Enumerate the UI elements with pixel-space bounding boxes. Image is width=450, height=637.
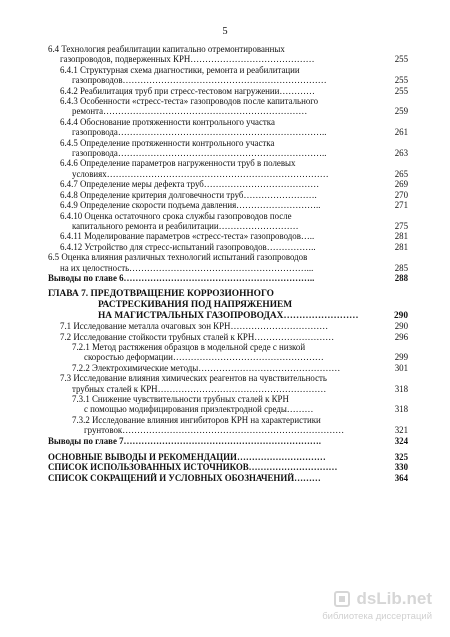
toc-entry-text: 6.4.3 Особенности «стресс-теста» газопроводов после капитального	[60, 96, 319, 107]
toc-entry-text: 7.2.1 Метод растяжения образцов в модельной среде с низкой	[72, 341, 306, 352]
toc-page-number: 255	[394, 75, 408, 86]
toc-entry-text: трубных сталей к КРН…………………………………………………	[72, 383, 327, 394]
toc-entry-text: на их целостность……………………………………………………...	[60, 262, 314, 273]
toc-page-number: 265	[394, 168, 408, 179]
toc-page-number: 290	[393, 310, 408, 321]
toc-entry-text: 7.3.1 Снижение чувствительности трубных сталей к КРН	[72, 393, 289, 404]
page-number: 5	[222, 26, 228, 37]
toc-page-number: 255	[394, 54, 408, 65]
toc-entry-text: газопровода……………………………………………………………..	[72, 148, 327, 159]
toc-entry-7-3	[48, 373, 408, 394]
chapter-title-line: РАСТРЕСКИВАНИЯ ПОД НАПРЯЖЕНИЕМ	[98, 299, 293, 310]
toc-entry-6-4-7	[48, 179, 408, 189]
toc-chapter-7	[48, 289, 408, 321]
toc-entry-conclusions-7	[48, 436, 408, 446]
toc-entry-text: 6.4.2 Реабилитация труб при стресс-тестовом нагружении…………	[60, 85, 315, 96]
toc-entry-6-4-3	[48, 96, 408, 117]
toc-entry-text: Выводы по главе 7………………………………………………………….	[48, 435, 322, 446]
toc-entry-text: ремонта……………………………………………………………	[72, 106, 308, 117]
toc-entry-references	[48, 462, 408, 472]
toc-entry-6-5	[48, 252, 408, 273]
toc-entry-text: 6.4.8 Определение критерия долговечности труб…………………….	[60, 189, 317, 200]
toc-entry-text: газопроводов……………………………………………………………	[72, 75, 327, 86]
toc-page-number: 296	[394, 331, 408, 342]
toc-entry-text: 6.4.5 Определение протяженности контрольного участка	[60, 137, 275, 148]
toc-entry-6-4-11	[48, 231, 408, 241]
toc-entry-text: 6.4.6 Определение параметров нагруженности труб в полевых	[60, 158, 296, 169]
toc-entry-text: 6.4.9 Определение скорости подъема давления………………………..	[60, 200, 321, 211]
toc-entry-7-2-2	[48, 363, 408, 373]
watermark-caption: библиотека диссертаций	[322, 611, 432, 622]
toc-entry-6-4-1	[48, 65, 408, 86]
toc-entry-text: 6.5 Оценка влияния различных технологий испытаний газопроводов	[48, 252, 308, 263]
toc-page-number: 269	[394, 179, 408, 190]
table-of-contents	[48, 44, 408, 483]
toc-entry-6-4-10	[48, 211, 408, 232]
watermark-logo	[334, 589, 432, 609]
chapter-title-line: ГЛАВА 7. ПРЕДОТВРАЩЕНИЕ КОРРОЗИОННОГО	[48, 289, 274, 300]
toc-page-number: 271	[394, 200, 408, 211]
toc-page-number: 364	[394, 472, 408, 483]
toc-page-number: 324	[394, 435, 408, 446]
toc-entry-7-3-1	[48, 394, 408, 415]
toc-entry-text: ОСНОВНЫЕ ВЫВОДЫ И РЕКОМЕНДАЦИИ…………………………	[48, 452, 326, 462]
toc-entry-text: 6.4.10 Оценка остаточного срока службы газопроводов после	[60, 210, 292, 221]
toc-entry-text: 6.4.7 Определение меры дефекта труб…………………………………	[60, 179, 320, 190]
toc-entry-conclusions-6	[48, 273, 408, 283]
toc-page-number: 290	[394, 321, 408, 332]
logo-icon	[334, 591, 350, 607]
toc-entry-6-4-4	[48, 117, 408, 138]
toc-entry-text: грунтовок…………………………………………………………………	[84, 425, 345, 436]
toc-page-number: 285	[394, 262, 408, 273]
toc-entry-6-4	[48, 44, 408, 65]
toc-entry-6-4-6	[48, 158, 408, 179]
toc-entry-6-4-12	[48, 242, 408, 252]
toc-entry-text: Выводы по главе 6………………………………………………………..	[48, 272, 315, 283]
toc-page-number: 325	[394, 452, 408, 462]
toc-page-number: 261	[394, 127, 408, 138]
toc-entry-abbreviations	[48, 473, 408, 483]
toc-entry-7-3-2	[48, 415, 408, 436]
toc-page-number: 259	[394, 106, 408, 117]
toc-entry-7-1	[48, 321, 408, 331]
toc-page-number: 255	[394, 85, 408, 96]
toc-page-number: 281	[394, 241, 408, 252]
toc-page-number: 318	[394, 383, 408, 394]
toc-entry-text: 7.3 Исследование влияния химических реагентов на чувствительность	[60, 373, 327, 384]
toc-entry-text: газопровода……………………………………………………………..	[72, 127, 327, 138]
toc-entry-6-4-5	[48, 138, 408, 159]
toc-entry-6-4-9	[48, 200, 408, 210]
toc-page-number: 318	[394, 404, 408, 415]
toc-entry-main-conclusions	[48, 452, 408, 462]
toc-entry-text: 6.4.12 Устройство для стресс-испытаний газопроводов……………..	[60, 241, 316, 252]
toc-entry-text: 7.1 Исследование металла очаговых зон КРН……………………………	[60, 321, 329, 332]
toc-entry-7-2-1	[48, 342, 408, 363]
toc-page-number: 301	[394, 362, 408, 373]
toc-entry-text: газопроводов, подверженных КРН……………………………………	[60, 54, 315, 65]
toc-page-number: 299	[394, 352, 408, 363]
toc-entry-text: 7.2.2 Электрохимические методы…………………………………………	[72, 362, 341, 373]
toc-entry-text: СПИСОК СОКРАЩЕНИЙ И УСЛОВНЫХ ОБОЗНАЧЕНИЙ………	[48, 472, 321, 483]
toc-entry-text: 7.2 Исследование стойкости трубных сталей к КРН………………………	[60, 331, 335, 342]
toc-page-number: 281	[394, 231, 408, 242]
toc-page-number: 263	[394, 148, 408, 159]
chapter-title-line: НА МАГИСТРАЛЬНЫХ ГАЗОПРОВОДАХ……………………	[98, 310, 359, 321]
toc-entry-text: 6.4 Технология реабилитации капитально отремонтированных	[48, 44, 285, 54]
toc-entry-6-4-8	[48, 190, 408, 200]
toc-entry-6-4-2	[48, 86, 408, 96]
toc-entry-text: 6.4.1 Структурная схема диагностики, ремонта и реабилитации	[60, 64, 300, 75]
toc-entry-text: 6.4.11 Моделирование параметров «стресс-теста» газопроводов…..	[60, 231, 315, 242]
toc-page-number: 288	[394, 272, 408, 283]
watermark-logo-text: dsLib.net	[356, 589, 432, 608]
toc-entry-text: условиях…………………………………………………………………	[72, 168, 329, 179]
toc-page-number: 321	[394, 425, 408, 436]
toc-entry-text: 7.3.2 Исследование влияния ингибиторов КРН на характеристики	[72, 414, 321, 425]
toc-page-number: 275	[394, 220, 408, 231]
watermark	[322, 589, 432, 625]
toc-entry-text: СПИСОК ИСПОЛЬЗОВАННЫХ ИСТОЧНИКОВ…………………………	[48, 462, 338, 473]
toc-entry-7-2	[48, 332, 408, 342]
toc-page-number: 330	[394, 462, 408, 473]
toc-entry-text: капитального ремонта и реабилитации………………………	[72, 220, 299, 231]
toc-entry-text: с помощью модифицирования приэлектродной среды………	[84, 404, 314, 415]
toc-page-number: 270	[394, 189, 408, 200]
toc-entry-text: 6.4.4 Обоснование протяженности контрольного участка	[60, 116, 275, 127]
toc-entry-text: скоростью деформации……………………………………………	[84, 352, 324, 363]
